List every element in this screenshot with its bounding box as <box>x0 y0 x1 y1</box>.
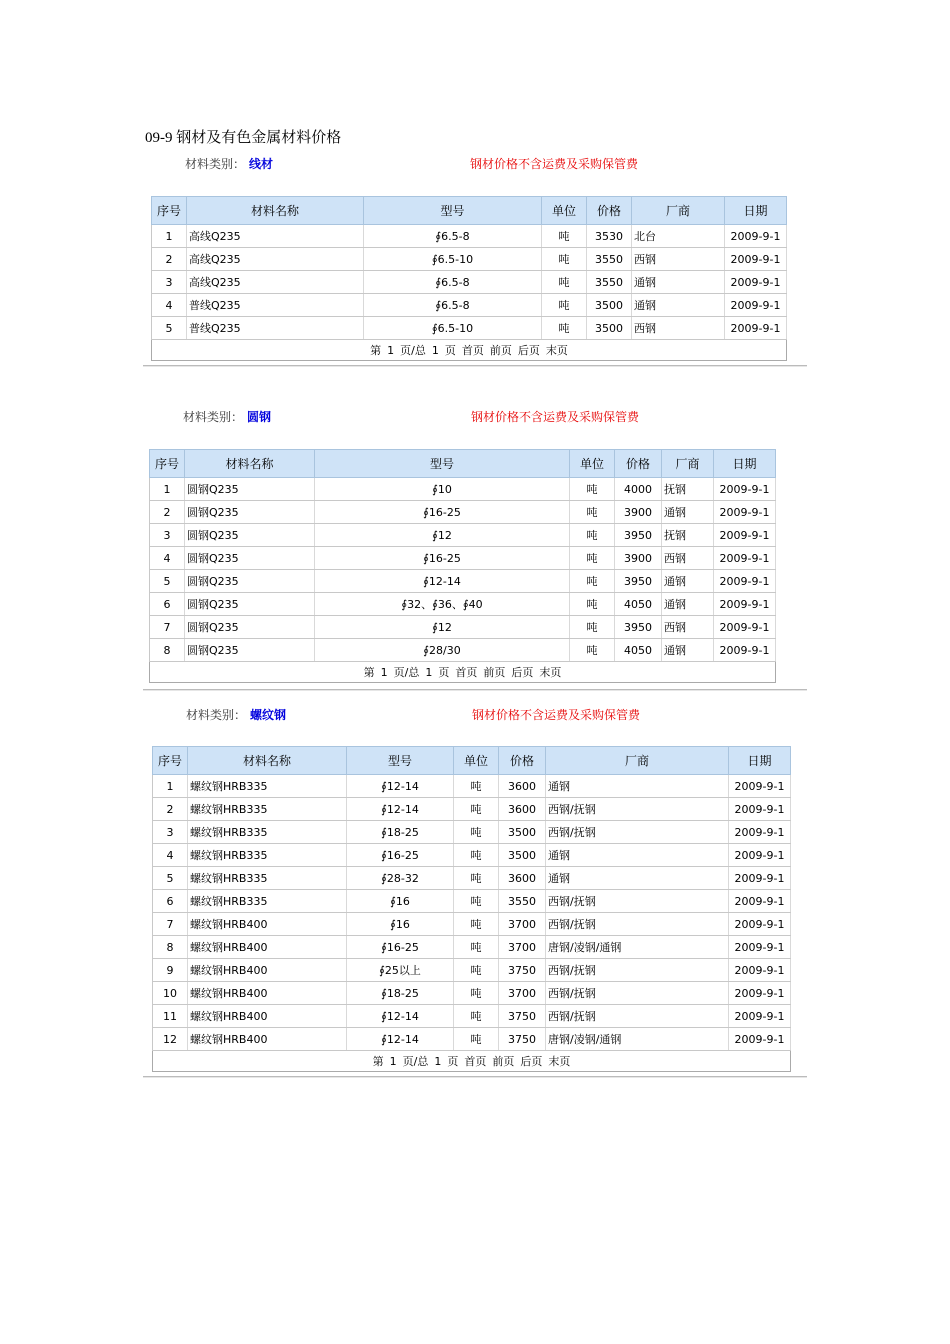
column-header: 序号 <box>150 450 185 478</box>
table-cell: 2009-9-1 <box>714 570 776 593</box>
table-row <box>153 867 791 890</box>
table-row <box>153 821 791 844</box>
pager-total-pages: 1 <box>434 1055 442 1068</box>
table-cell: 吨 <box>542 248 587 271</box>
table-cell: 抚钢 <box>662 524 714 547</box>
column-header: 厂商 <box>632 197 725 225</box>
table-row <box>150 593 776 616</box>
table-cell: 吨 <box>542 294 587 317</box>
table-cell: 西钢/抚钢 <box>546 982 729 1005</box>
table-cell: 北台 <box>632 225 725 248</box>
pager <box>152 340 787 361</box>
table-cell: 2009-9-1 <box>729 821 791 844</box>
table-cell: 4 <box>152 294 187 317</box>
pager-text: 页 <box>447 1055 459 1068</box>
table-cell: 7 <box>153 913 188 936</box>
table-cell: 吨 <box>454 959 499 982</box>
table-cell: 3 <box>150 524 185 547</box>
column-header: 单位 <box>454 747 499 775</box>
table-row <box>150 547 776 570</box>
table-cell: 吨 <box>570 593 615 616</box>
pager-next-link[interactable]: 后页 <box>520 1055 543 1068</box>
table-cell: 1 <box>150 478 185 501</box>
column-header: 型号 <box>315 450 570 478</box>
table-cell: 吨 <box>454 844 499 867</box>
table-cell: 2009-9-1 <box>714 593 776 616</box>
category-value: 线材 <box>249 157 274 171</box>
table-cell: ∮16 <box>347 890 454 913</box>
table-cell: ∮12-14 <box>315 570 570 593</box>
table-cell: 高线Q235 <box>187 248 364 271</box>
table-cell: 3500 <box>587 294 632 317</box>
table-cell: 吨 <box>570 639 615 662</box>
table-row <box>152 225 787 248</box>
table-row <box>152 317 787 340</box>
pager-prev-link[interactable]: 前页 <box>489 344 512 357</box>
table-cell: 吨 <box>454 1028 499 1051</box>
pager-row <box>152 340 787 361</box>
column-header: 序号 <box>153 747 188 775</box>
table-cell: 吨 <box>454 936 499 959</box>
table-row <box>153 798 791 821</box>
table-cell: 普线Q235 <box>187 294 364 317</box>
table-cell: 通钢 <box>546 867 729 890</box>
table-cell: 螺纹钢HRB400 <box>188 982 347 1005</box>
table-cell: 螺纹钢HRB335 <box>188 890 347 913</box>
category-line <box>185 155 273 172</box>
table-cell: 2009-9-1 <box>714 501 776 524</box>
category-line <box>186 706 286 723</box>
table-cell: 3 <box>153 821 188 844</box>
table-row <box>152 248 787 271</box>
table-cell: 3700 <box>499 913 546 936</box>
table-cell: 西钢/抚钢 <box>546 890 729 913</box>
table-cell: 螺纹钢HRB400 <box>188 959 347 982</box>
column-header: 单位 <box>570 450 615 478</box>
table-cell: 5 <box>150 570 185 593</box>
table-cell: 螺纹钢HRB335 <box>188 867 347 890</box>
pager-text: 页 <box>444 344 456 357</box>
table-cell: 3500 <box>499 821 546 844</box>
table-cell: 吨 <box>542 225 587 248</box>
table-cell: 西钢 <box>632 248 725 271</box>
table-cell: ∮6.5-8 <box>364 225 542 248</box>
column-header: 型号 <box>364 197 542 225</box>
table-row <box>153 890 791 913</box>
table-cell: 圆钢Q235 <box>185 616 315 639</box>
table-cell: 吨 <box>570 616 615 639</box>
table-cell: 1 <box>153 775 188 798</box>
table-cell: 3550 <box>499 890 546 913</box>
column-header: 厂商 <box>546 747 729 775</box>
table-cell: 螺纹钢HRB335 <box>188 775 347 798</box>
pager-text: 页/总 <box>393 666 420 679</box>
table-cell: 唐钢/凌钢/通钢 <box>546 936 729 959</box>
table-cell: 3950 <box>615 524 662 547</box>
column-header: 价格 <box>499 747 546 775</box>
table-row <box>150 501 776 524</box>
table-cell: ∮18-25 <box>347 982 454 1005</box>
table-cell: 圆钢Q235 <box>185 501 315 524</box>
pager-total-pages: 1 <box>425 666 433 679</box>
table-cell: 圆钢Q235 <box>185 570 315 593</box>
category-label: 材料类别： <box>185 157 246 171</box>
table-cell: 2009-9-1 <box>729 775 791 798</box>
table-cell: 3600 <box>499 798 546 821</box>
table-cell: 吨 <box>570 524 615 547</box>
pager-first-link[interactable]: 首页 <box>461 344 484 357</box>
table-cell: 2009-9-1 <box>714 478 776 501</box>
table-cell: 吨 <box>542 317 587 340</box>
table-cell: 11 <box>153 1005 188 1028</box>
table-cell: 西钢/抚钢 <box>546 959 729 982</box>
pager-last-link[interactable]: 末页 <box>539 666 562 679</box>
table-cell: ∮12 <box>315 616 570 639</box>
table-cell: 12 <box>153 1028 188 1051</box>
table-cell: 高线Q235 <box>187 271 364 294</box>
table-cell: 6 <box>150 593 185 616</box>
pager <box>153 1051 791 1072</box>
table-cell: 2009-9-1 <box>714 616 776 639</box>
pager-row <box>153 1051 791 1072</box>
table-cell: 10 <box>153 982 188 1005</box>
table-cell: 圆钢Q235 <box>185 593 315 616</box>
table-row <box>153 844 791 867</box>
section-divider <box>143 365 807 367</box>
table-cell: 吨 <box>454 798 499 821</box>
table-cell: 4 <box>150 547 185 570</box>
table-cell: 3900 <box>615 501 662 524</box>
table-cell: 吨 <box>454 982 499 1005</box>
table-cell: 6 <box>153 890 188 913</box>
table-cell: 8 <box>153 936 188 959</box>
table-cell: 圆钢Q235 <box>185 524 315 547</box>
category-label: 材料类别： <box>183 410 244 424</box>
table-cell: ∮28-32 <box>347 867 454 890</box>
table-cell: 2009-9-1 <box>729 1005 791 1028</box>
table-row <box>153 775 791 798</box>
table-cell: 2 <box>150 501 185 524</box>
table-cell: 1 <box>152 225 187 248</box>
price-table <box>152 746 791 1072</box>
table-cell: ∮28/30 <box>315 639 570 662</box>
table-cell: 螺纹钢HRB400 <box>188 936 347 959</box>
table-cell: ∮18-25 <box>347 821 454 844</box>
pager-prev-link[interactable]: 前页 <box>492 1055 515 1068</box>
table-cell: 通钢 <box>662 593 714 616</box>
table-cell: ∮16-25 <box>315 547 570 570</box>
table-cell: 2009-9-1 <box>714 547 776 570</box>
table-cell: 3700 <box>499 936 546 959</box>
pager-text: 页/总 <box>402 1055 429 1068</box>
table-cell: 4050 <box>615 639 662 662</box>
table-cell: ∮12-14 <box>347 1028 454 1051</box>
table-cell: 西钢 <box>662 547 714 570</box>
pager-next-link[interactable]: 后页 <box>517 344 540 357</box>
table-cell: 2009-9-1 <box>725 294 787 317</box>
section-divider <box>143 689 807 691</box>
table-row <box>150 639 776 662</box>
table-cell: ∮16-25 <box>347 936 454 959</box>
table-cell: ∮6.5-8 <box>364 294 542 317</box>
table-cell: 西钢 <box>632 317 725 340</box>
table-cell: 2 <box>152 248 187 271</box>
document-title: 09-9 钢材及有色金属材料价格 <box>145 130 342 146</box>
column-header: 厂商 <box>662 450 714 478</box>
table-cell: ∮6.5-10 <box>364 317 542 340</box>
category-line <box>183 408 271 425</box>
pager-current-page: 1 <box>389 1055 397 1068</box>
table-row <box>153 982 791 1005</box>
table-cell: 9 <box>153 959 188 982</box>
price-notice: 钢材价格不含运费及采购保管费 <box>470 157 639 171</box>
table-cell: 螺纹钢HRB335 <box>188 844 347 867</box>
column-header: 日期 <box>714 450 776 478</box>
table-cell: 3750 <box>499 1005 546 1028</box>
table-cell: 4000 <box>615 478 662 501</box>
table-cell: 西钢/抚钢 <box>546 798 729 821</box>
table-cell: ∮12-14 <box>347 798 454 821</box>
table-cell: 3530 <box>587 225 632 248</box>
section-divider <box>143 1076 807 1078</box>
table-header-row <box>152 197 787 225</box>
category-value: 螺纹钢 <box>250 708 287 722</box>
table-cell: 2009-9-1 <box>725 317 787 340</box>
table-cell: 2009-9-1 <box>714 639 776 662</box>
table-cell: 西钢/抚钢 <box>546 821 729 844</box>
column-header: 材料名称 <box>187 197 364 225</box>
table-cell: 唐钢/凌钢/通钢 <box>546 1028 729 1051</box>
pager-text: 第 <box>372 1055 384 1068</box>
table-cell: 3500 <box>499 844 546 867</box>
table-cell: ∮32、∮36、∮40 <box>315 593 570 616</box>
table-cell: 西钢/抚钢 <box>546 1005 729 1028</box>
table-cell: 2009-9-1 <box>729 1028 791 1051</box>
table-cell: 通钢 <box>546 775 729 798</box>
table-cell: 2009-9-1 <box>729 936 791 959</box>
table-cell: 抚钢 <box>662 478 714 501</box>
table-cell: 吨 <box>454 890 499 913</box>
table-cell: 西钢/抚钢 <box>546 913 729 936</box>
pager-first-link[interactable]: 首页 <box>455 666 478 679</box>
table-cell: 2 <box>153 798 188 821</box>
table-row <box>153 913 791 936</box>
table-cell: ∮6.5-8 <box>364 271 542 294</box>
table-cell: 4 <box>153 844 188 867</box>
table-cell: 通钢 <box>546 844 729 867</box>
table-cell: 3 <box>152 271 187 294</box>
column-header: 型号 <box>347 747 454 775</box>
table-cell: ∮12 <box>315 524 570 547</box>
table-cell: 2009-9-1 <box>729 867 791 890</box>
column-header: 日期 <box>729 747 791 775</box>
table-row <box>150 570 776 593</box>
table-cell: 吨 <box>570 501 615 524</box>
pager-row <box>150 662 776 683</box>
pager-last-link[interactable]: 末页 <box>545 344 568 357</box>
table-cell: 2009-9-1 <box>729 913 791 936</box>
pager-text: 页/总 <box>400 344 426 357</box>
table-cell: ∮25以上 <box>347 959 454 982</box>
table-row <box>152 294 787 317</box>
table-row <box>153 1005 791 1028</box>
pager <box>150 662 776 683</box>
table-cell: 圆钢Q235 <box>185 478 315 501</box>
table-cell: 高线Q235 <box>187 225 364 248</box>
table-cell: 2009-9-1 <box>729 890 791 913</box>
pager-current-page: 1 <box>387 344 395 357</box>
table-cell: 3500 <box>587 317 632 340</box>
table-cell: 西钢 <box>662 616 714 639</box>
table-cell: 圆钢Q235 <box>185 639 315 662</box>
category-value: 圆钢 <box>247 410 272 424</box>
pager-total-pages: 1 <box>431 344 439 357</box>
table-header-row <box>150 450 776 478</box>
table-cell: 3950 <box>615 616 662 639</box>
table-cell: 5 <box>153 867 188 890</box>
table-cell: 3550 <box>587 248 632 271</box>
table-row <box>150 478 776 501</box>
table-cell: 3600 <box>499 867 546 890</box>
table-cell: 吨 <box>454 913 499 936</box>
table-row <box>150 524 776 547</box>
table-cell: 通钢 <box>662 570 714 593</box>
price-table <box>149 449 776 683</box>
table-cell: 吨 <box>570 478 615 501</box>
table-cell: 吨 <box>570 570 615 593</box>
table-cell: ∮6.5-10 <box>364 248 542 271</box>
table-cell: 4050 <box>615 593 662 616</box>
column-header: 序号 <box>152 197 187 225</box>
table-cell: 2009-9-1 <box>729 959 791 982</box>
table-cell: 2009-9-1 <box>729 844 791 867</box>
column-header: 材料名称 <box>188 747 347 775</box>
table-header-row <box>153 747 791 775</box>
table-cell: 3550 <box>587 271 632 294</box>
table-cell: 3750 <box>499 959 546 982</box>
table-cell: 2009-9-1 <box>725 248 787 271</box>
table-cell: 吨 <box>454 775 499 798</box>
table-cell: 2009-9-1 <box>725 225 787 248</box>
category-label: 材料类别： <box>186 708 247 722</box>
table-cell: 通钢 <box>632 294 725 317</box>
column-header: 单位 <box>542 197 587 225</box>
table-cell: ∮12-14 <box>347 1005 454 1028</box>
table-cell: 3750 <box>499 1028 546 1051</box>
table-row <box>150 616 776 639</box>
table-cell: 3700 <box>499 982 546 1005</box>
table-cell: ∮16 <box>347 913 454 936</box>
pager-text: 页 <box>438 666 450 679</box>
table-cell: 吨 <box>454 1005 499 1028</box>
table-row <box>153 1028 791 1051</box>
table-cell: 螺纹钢HRB400 <box>188 1028 347 1051</box>
table-row <box>153 936 791 959</box>
pager-text: 第 <box>363 666 375 679</box>
price-table <box>151 196 787 361</box>
table-cell: 圆钢Q235 <box>185 547 315 570</box>
table-row <box>153 959 791 982</box>
table-cell: 3900 <box>615 547 662 570</box>
table-row <box>152 271 787 294</box>
price-notice: 钢材价格不含运费及采购保管费 <box>472 708 641 722</box>
table-cell: ∮16-25 <box>315 501 570 524</box>
table-cell: 2009-9-1 <box>714 524 776 547</box>
table-cell: 7 <box>150 616 185 639</box>
table-cell: 通钢 <box>632 271 725 294</box>
table-cell: 螺纹钢HRB335 <box>188 821 347 844</box>
price-notice: 钢材价格不含运费及采购保管费 <box>471 410 640 424</box>
table-cell: 普线Q235 <box>187 317 364 340</box>
table-cell: 5 <box>152 317 187 340</box>
table-cell: 3600 <box>499 775 546 798</box>
pager-current-page: 1 <box>380 666 388 679</box>
pager-text: 第 <box>370 344 382 357</box>
table-cell: 2009-9-1 <box>729 982 791 1005</box>
table-cell: 2009-9-1 <box>729 798 791 821</box>
column-header: 价格 <box>587 197 632 225</box>
table-cell: 吨 <box>542 271 587 294</box>
pager-last-link[interactable]: 末页 <box>548 1055 571 1068</box>
column-header: 价格 <box>615 450 662 478</box>
column-header: 材料名称 <box>185 450 315 478</box>
pager-first-link[interactable]: 首页 <box>464 1055 487 1068</box>
table-cell: 吨 <box>454 821 499 844</box>
table-cell: 3950 <box>615 570 662 593</box>
table-cell: 吨 <box>570 547 615 570</box>
table-cell: ∮16-25 <box>347 844 454 867</box>
pager-prev-link[interactable]: 前页 <box>483 666 506 679</box>
pager-next-link[interactable]: 后页 <box>511 666 534 679</box>
table-cell: 螺纹钢HRB400 <box>188 1005 347 1028</box>
table-cell: ∮12-14 <box>347 775 454 798</box>
table-cell: 螺纹钢HRB400 <box>188 913 347 936</box>
table-cell: 2009-9-1 <box>725 271 787 294</box>
table-cell: 螺纹钢HRB335 <box>188 798 347 821</box>
column-header: 日期 <box>725 197 787 225</box>
table-cell: 吨 <box>454 867 499 890</box>
table-cell: 通钢 <box>662 501 714 524</box>
table-cell: ∮10 <box>315 478 570 501</box>
table-cell: 8 <box>150 639 185 662</box>
table-cell: 通钢 <box>662 639 714 662</box>
